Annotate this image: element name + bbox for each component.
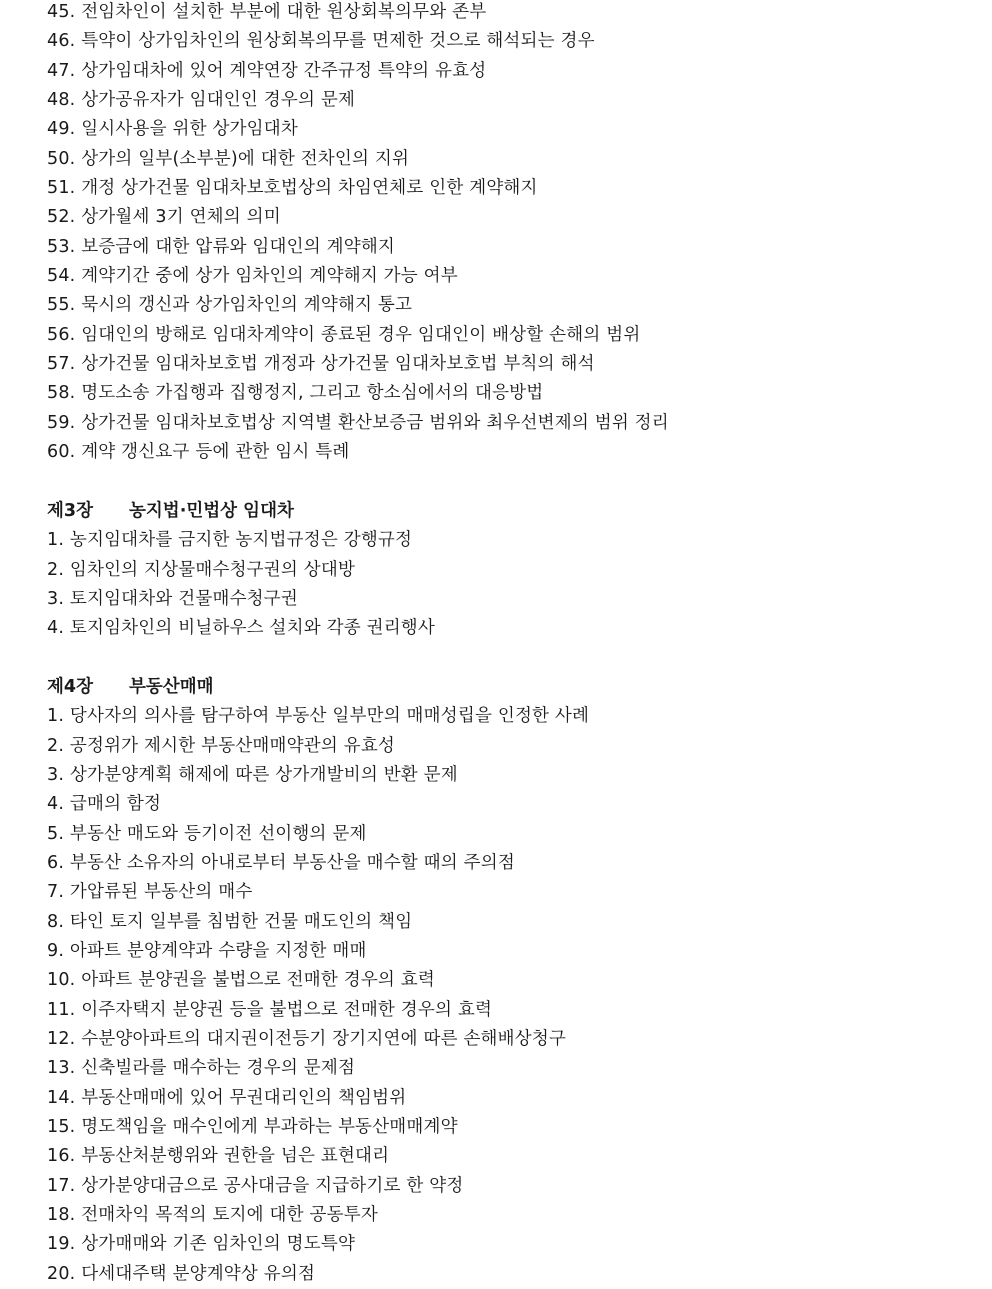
toc-item: 53. 보증금에 대한 압류와 임대인의 계약해지 <box>47 236 396 257</box>
toc-item: 56. 임대인의 방해로 임대차계약이 종료된 경우 임대인이 배상할 손해의 범위 <box>47 324 641 345</box>
toc-item: 51. 개정 상가건물 임대차보호법상의 차임연체로 인한 계약해지 <box>47 178 538 199</box>
toc-item: 11. 이주자택지 분양권 등을 불법으로 전매한 경우의 효력 <box>47 999 493 1020</box>
toc-item: 20. 다세대주택 분양계약상 유의점 <box>47 1263 316 1284</box>
toc-list-chapter-3 <box>47 526 967 643</box>
toc-item: 4. 토지임차인의 비닐하우스 설치와 각종 권리행사 <box>47 618 436 639</box>
toc-item: 7. 가압류된 부동산의 매수 <box>47 882 253 903</box>
toc-item: 54. 계약기간 중에 상가 임차인의 계약해지 가능 여부 <box>47 266 458 287</box>
toc-item: 17. 상가분양대금으로 공사대금을 지급하기로 한 약정 <box>47 1175 464 1196</box>
toc-item: 50. 상가의 일부(소부분)에 대한 전차인의 지위 <box>47 148 410 169</box>
toc-item: 10. 아파트 분양권을 불법으로 전매한 경우의 효력 <box>47 970 436 991</box>
toc-item: 13. 신축빌라를 매수하는 경우의 문제점 <box>47 1058 356 1079</box>
table-of-contents <box>47 0 967 1289</box>
chapter-title: 부동산매매 <box>129 676 214 697</box>
chapter-heading-4 <box>47 673 967 702</box>
toc-item: 12. 수분양아파트의 대지권이전등기 장기지연에 따른 손해배상청구 <box>47 1029 567 1050</box>
toc-item: 49. 일시사용을 위한 상가임대차 <box>47 119 298 140</box>
toc-item: 2. 공정위가 제시한 부동산매매약관의 유효성 <box>47 735 396 756</box>
toc-item: 45. 전임차인이 설치한 부분에 대한 원상회복의무와 존부 <box>47 2 487 22</box>
toc-item: 8. 타인 토지 일부를 침범한 건물 매도인의 책임 <box>47 911 413 932</box>
toc-item: 48. 상가공유자가 임대인인 경우의 문제 <box>47 90 356 111</box>
section-spacer <box>47 468 967 497</box>
toc-item: 1. 당사자의 의사를 탐구하여 부동산 일부만의 매매성립을 인정한 사례 <box>47 706 590 727</box>
toc-item: 3. 상가분양계획 해제에 따른 상가개발비의 반환 문제 <box>47 764 458 785</box>
toc-item: 2. 임차인의 지상물매수청구권의 상대방 <box>47 559 356 580</box>
toc-item: 4. 급매의 함정 <box>47 794 162 815</box>
chapter-number: 제4장 <box>47 676 93 697</box>
toc-item: 16. 부동산처분행위와 권한을 넘은 표현대리 <box>47 1146 390 1167</box>
toc-item: 19. 상가매매와 기존 임차인의 명도특약 <box>47 1234 356 1255</box>
toc-item: 15. 명도책임을 매수인에게 부과하는 부동산매매계약 <box>47 1117 458 1138</box>
toc-item: 14. 부동산매매에 있어 무권대리인의 책임범위 <box>47 1087 407 1108</box>
toc-item: 5. 부동산 매도와 등기이전 선이행의 문제 <box>47 823 367 844</box>
chapter-title: 농지법·민법상 임대차 <box>129 500 294 521</box>
toc-list-previous-chapter <box>47 0 967 468</box>
toc-item: 47. 상가임대차에 있어 계약연장 간주규정 특약의 유효성 <box>47 60 487 81</box>
toc-item: 3. 토지임대차와 건물매수청구권 <box>47 588 298 609</box>
toc-item: 6. 부동산 소유자의 아내로부터 부동산을 매수할 때의 주의점 <box>47 852 515 873</box>
toc-item: 52. 상가월세 3기 연체의 의미 <box>47 207 281 228</box>
toc-list-chapter-4 <box>47 702 967 1289</box>
toc-item: 46. 특약이 상가임차인의 원상회복의무를 면제한 것으로 해석되는 경우 <box>47 31 595 52</box>
toc-item: 18. 전매차익 목적의 토지에 대한 공동투자 <box>47 1205 378 1226</box>
toc-item: 55. 묵시의 갱신과 상가임차인의 계약해지 통고 <box>47 295 413 316</box>
toc-item: 60. 계약 갱신요구 등에 관한 임시 특례 <box>47 442 350 463</box>
toc-item: 59. 상가건물 임대차보호법상 지역별 환산보증금 범위와 최우선변제의 범위 정리 <box>47 412 669 433</box>
toc-item: 9. 아파트 분양계약과 수량을 지정한 매매 <box>47 941 367 961</box>
toc-item: 58. 명도소송 가집행과 집행정지, 그리고 항소심에서의 대응방법 <box>47 383 544 404</box>
chapter-heading-3 <box>47 497 967 526</box>
toc-item: 1. 농지임대차를 금지한 농지법규정은 강행규정 <box>47 530 413 551</box>
section-spacer <box>47 644 967 673</box>
chapter-number: 제3장 <box>47 500 93 521</box>
toc-item: 57. 상가건물 임대차보호법 개정과 상가건물 임대차보호법 부칙의 해석 <box>47 354 595 375</box>
